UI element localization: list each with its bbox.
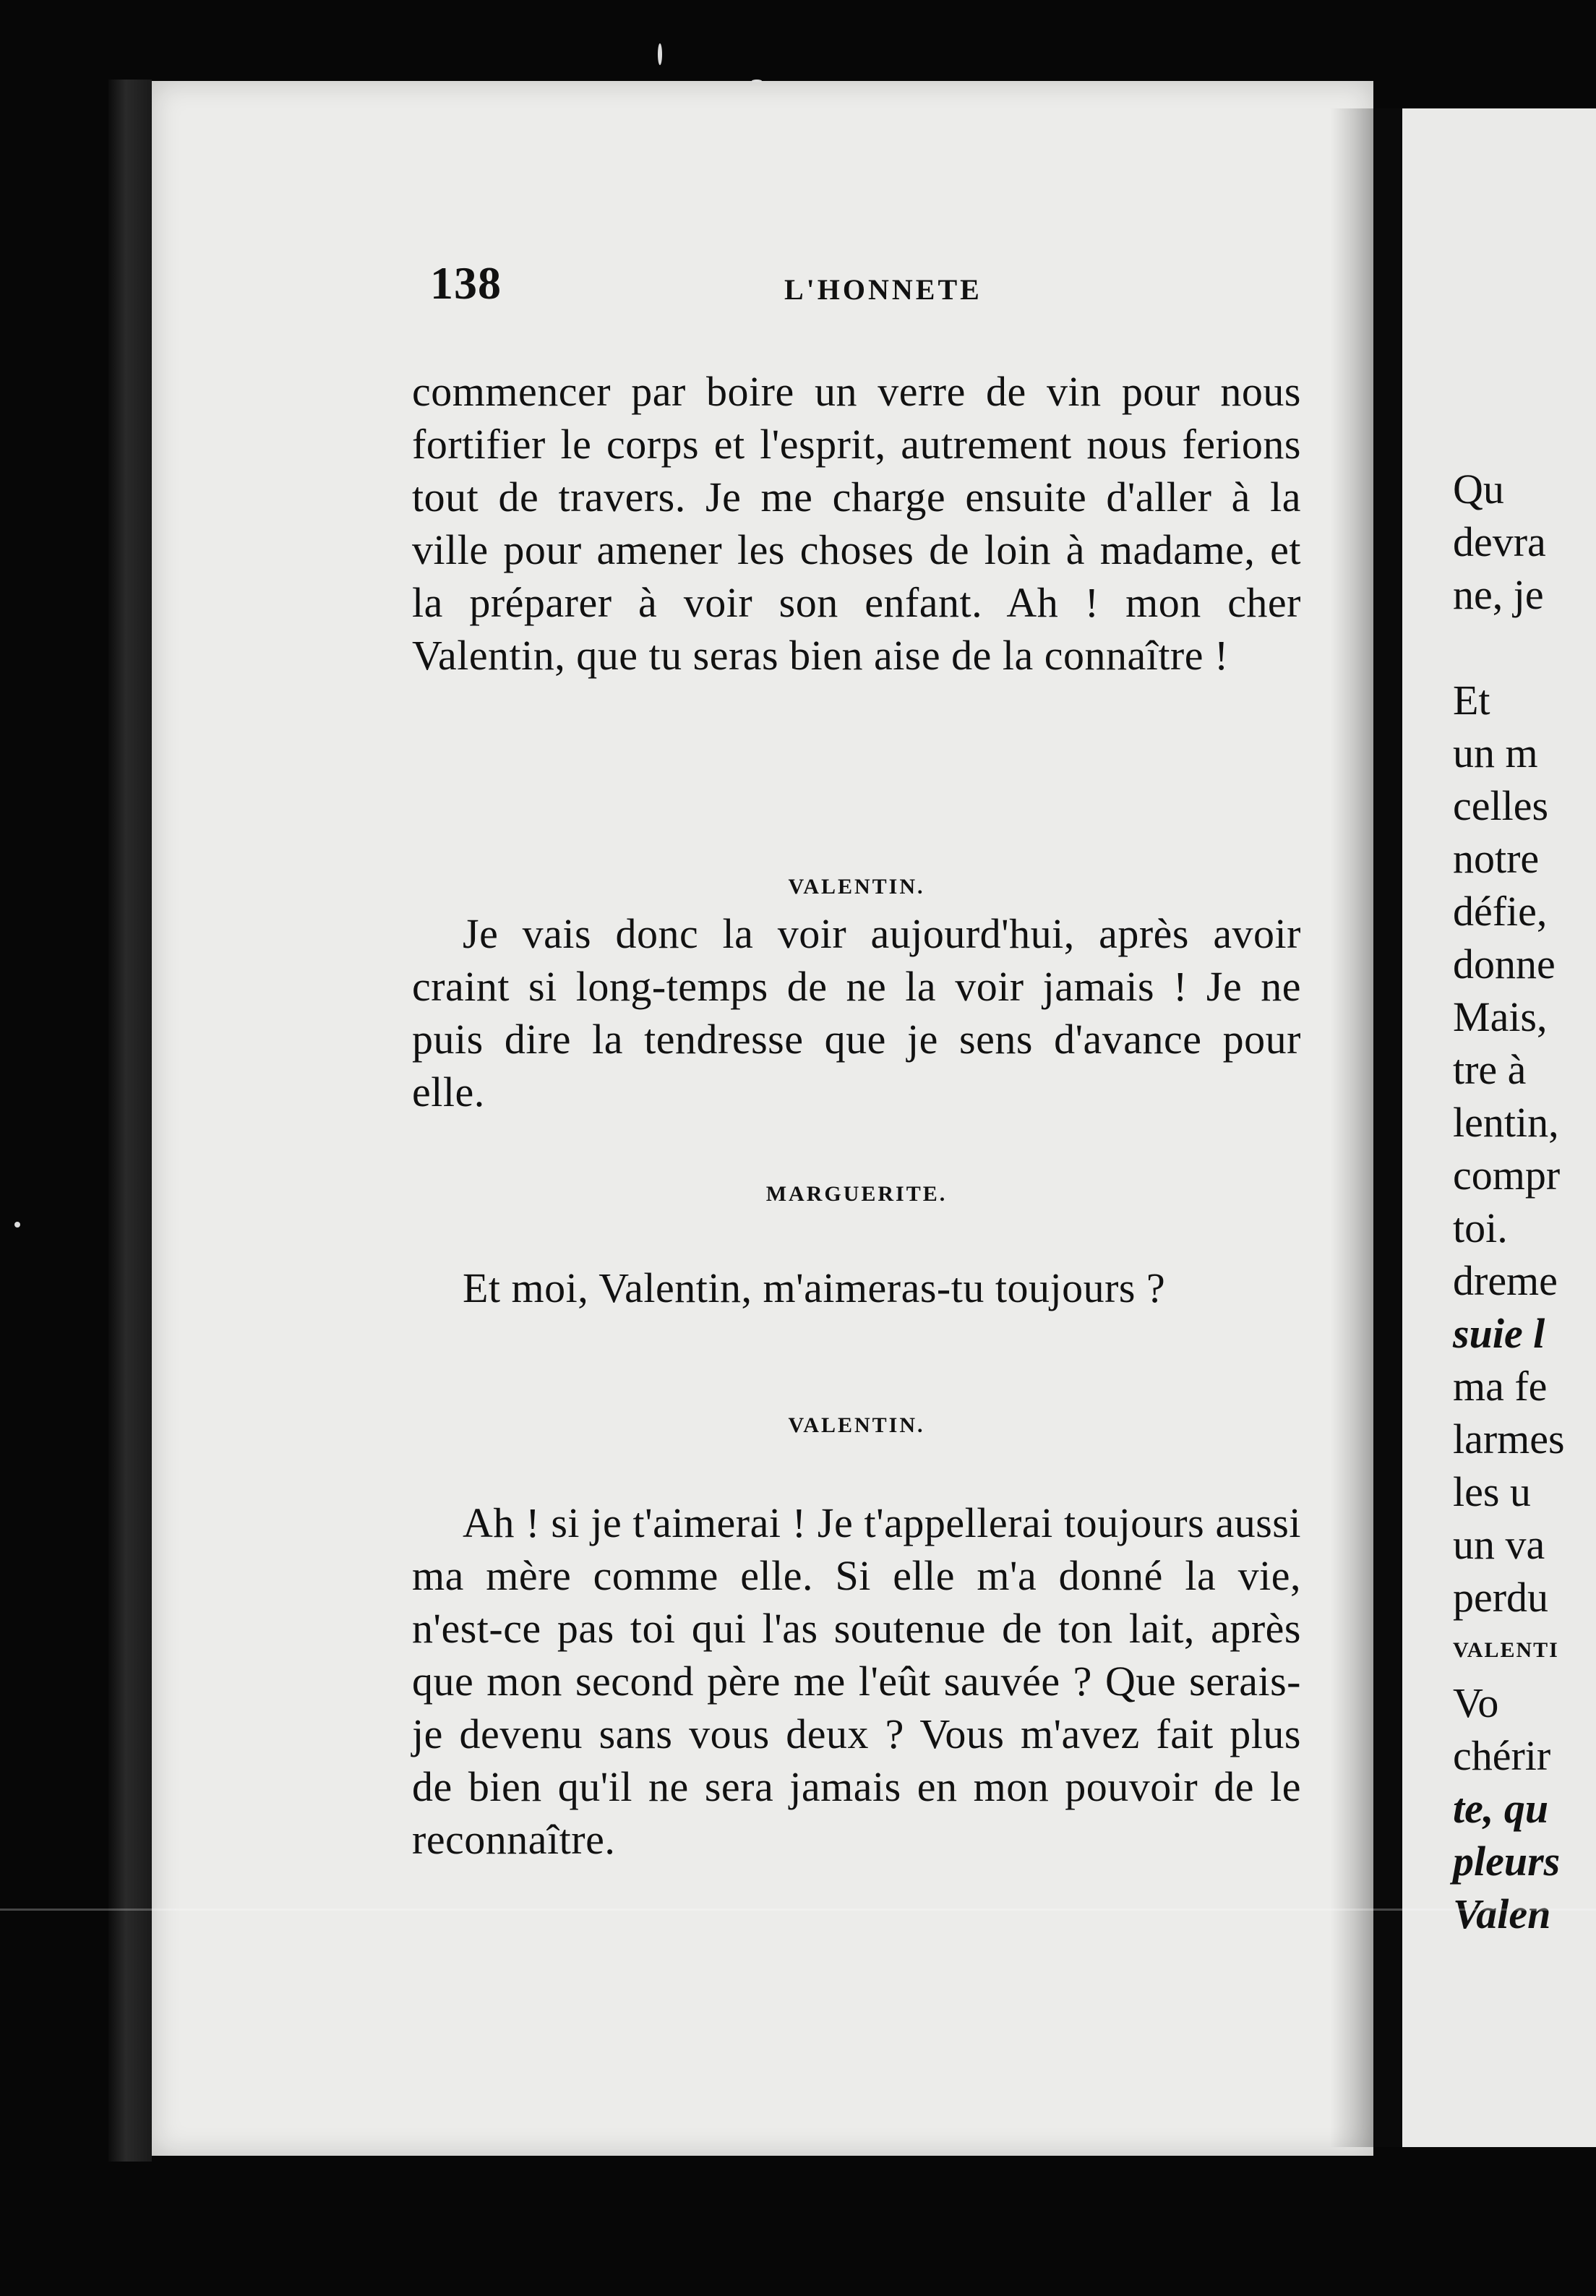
right-line: chérir	[1453, 1732, 1551, 1779]
right-line: donne	[1453, 941, 1556, 988]
page-number: 138	[430, 257, 502, 309]
right-line: les u	[1453, 1468, 1531, 1515]
right-line: larmes	[1453, 1415, 1565, 1462]
speaker-label-valentin-2: VALENTIN.	[788, 1413, 925, 1437]
right-line: tre à	[1453, 1046, 1527, 1093]
scan-speck	[14, 1222, 20, 1228]
spine-shadow	[1330, 108, 1373, 2147]
right-line: Mais,	[1453, 993, 1548, 1040]
scan-speck	[752, 80, 762, 82]
right-line: Et	[1453, 677, 1490, 724]
scan-speck	[658, 43, 662, 65]
right-line: toi.	[1453, 1204, 1508, 1251]
right-line: ma fe	[1453, 1363, 1548, 1410]
binding-edge	[108, 80, 152, 2162]
right-line: devra	[1453, 518, 1546, 565]
right-line: défie,	[1453, 888, 1548, 935]
page-header	[430, 257, 1319, 322]
right-line	[1453, 621, 1596, 674]
right-line: dreme	[1453, 1257, 1558, 1304]
book-gutter	[1373, 108, 1402, 2147]
right-line: lentin,	[1453, 1099, 1559, 1146]
right-line: pleurs	[1453, 1838, 1561, 1885]
right-line: te, qu	[1453, 1785, 1549, 1832]
right-line: ne, je	[1453, 571, 1544, 618]
right-line: un va	[1453, 1521, 1545, 1568]
right-page-text	[1453, 463, 1596, 1940]
paragraph-3: Et moi, Valentin, m'aimeras-tu toujours ?	[463, 1264, 1166, 1311]
running-head: L'HONNETE	[784, 273, 982, 306]
right-line: Qu	[1453, 466, 1504, 513]
right-line: compr	[1453, 1152, 1561, 1199]
right-line: suie l	[1453, 1310, 1545, 1357]
right-line: un m	[1453, 729, 1538, 776]
paragraph-2: Je vais donc la voir aujourd'hui, après avoir craint si long-temps de ne la voir jamais ! Je ne puis dire la tendresse que je sens d'avance pour elle.	[412, 910, 1301, 1115]
right-line: celles	[1453, 782, 1549, 829]
right-line: perdu	[1453, 1574, 1549, 1621]
right-speaker-label: VALENTI	[1453, 1638, 1559, 1662]
scan-artifact-line	[0, 1909, 1596, 1911]
paragraph-1: commencer par boire un verre de vin pour nous fortifier le corps et l'esprit, autrement nous ferions tout de travers. Je me charge ensuite d'aller à la ville pour amener les choses de loin à madame, et la préparer à voir son enfant. Ah ! mon cher Valentin, que tu seras bien aise de la connaître !	[412, 368, 1301, 679]
right-line: Valen	[1453, 1890, 1551, 1937]
right-line: Vo	[1453, 1679, 1499, 1726]
speaker-label-valentin: VALENTIN.	[788, 875, 925, 899]
speaker-label-marguerite: MARGUERITE.	[765, 1182, 948, 1206]
paragraph-4: Ah ! si je t'aimerai ! Je t'appellerai toujours aussi ma mère comme elle. Si elle m'a donné la vie, n'est-ce pas toi qui l'as soutenue de ton lait, après que mon second père me l'eût sauvée ? Que serais-je devenu sans vous deux ? Vous m'avez fait plus de bien qu'il ne sera jamais en mon pouvoir de le reconnaître.	[412, 1499, 1301, 1863]
right-line: notre	[1453, 835, 1540, 882]
